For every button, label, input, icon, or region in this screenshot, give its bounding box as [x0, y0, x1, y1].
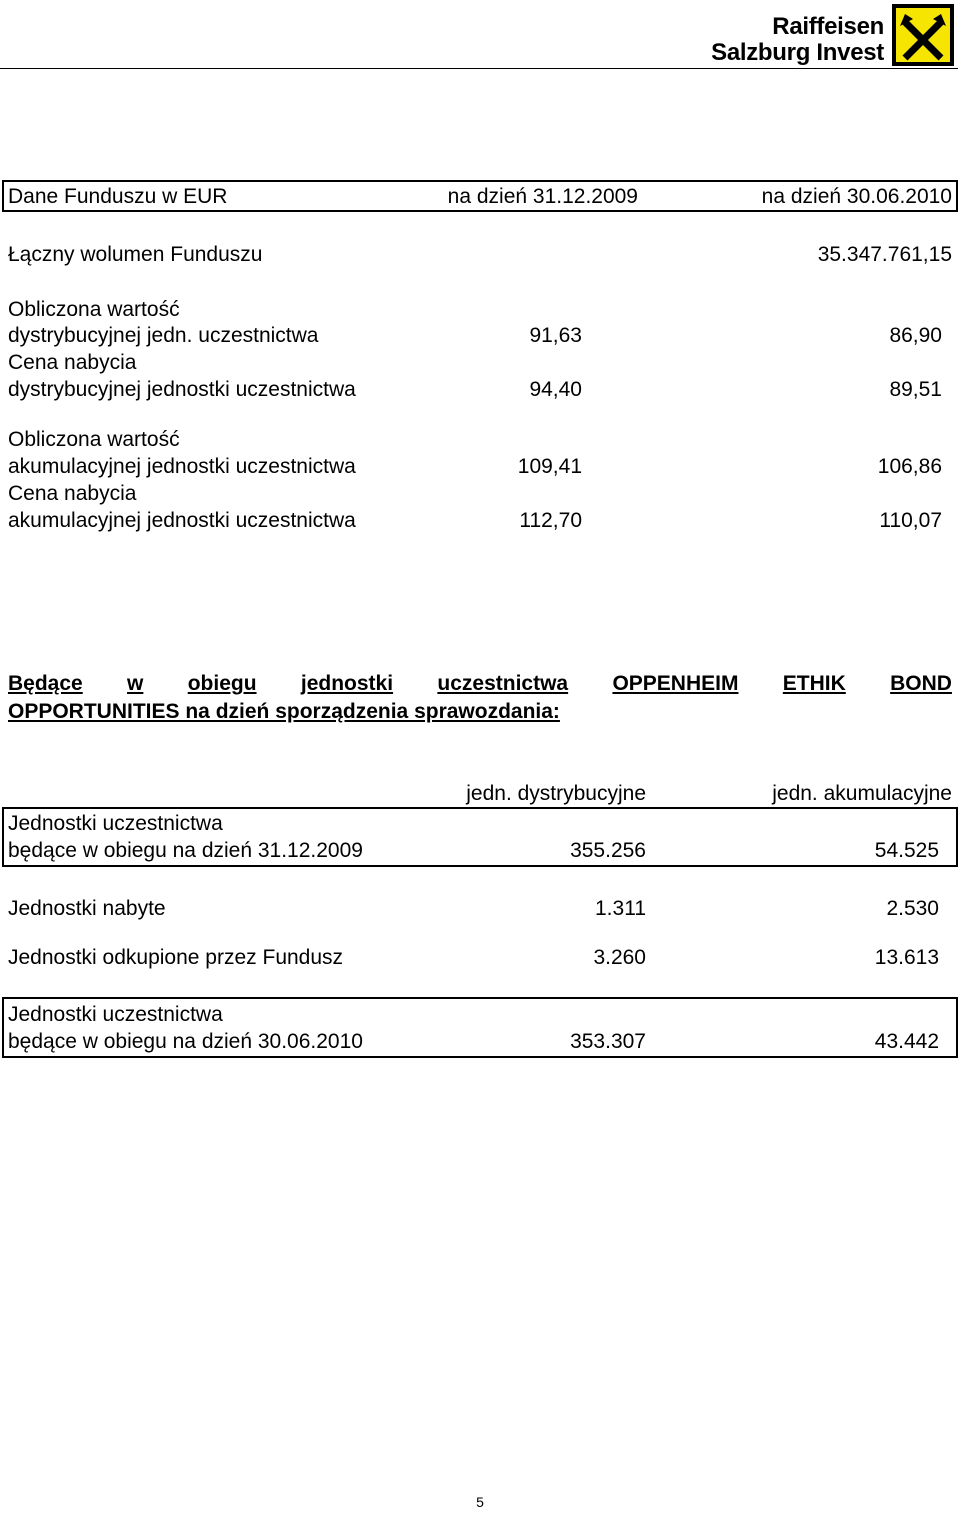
row-label-line2: akumulacyjnej jednostki uczestnictwa: [8, 509, 356, 532]
units-end-dist: 353.307: [570, 1030, 646, 1053]
logo-line-2: Salzburg Invest: [711, 39, 884, 66]
units-start-label-line1: Jednostki uczestnictwa: [8, 812, 223, 835]
row-value-2009: 91,63: [529, 324, 582, 347]
total-volume-value: 35.347.761,15: [817, 243, 952, 266]
heading-line-2: OPPORTUNITIES na dzień sporządzenia sprawozdania:: [8, 700, 560, 723]
total-volume-label: Łączny wolumen Funduszu: [8, 243, 263, 266]
row-value-2009: 112,70: [519, 509, 582, 532]
units-end-label-line2: będące w obiegu na dzień 30.06.2010: [8, 1030, 363, 1053]
units-end-acc: 43.442: [874, 1030, 939, 1053]
column-date-2: na dzień 30.06.2010: [761, 185, 952, 208]
units-redeemed-label: Jednostki odkupione przez Fundusz: [8, 946, 344, 969]
units-redeemed-dist: 3.260: [593, 946, 646, 969]
units-acquired-label: Jednostki nabyte: [8, 897, 166, 920]
header-rule: [0, 68, 958, 69]
row-label-line2: dystrybucyjnej jednostki uczestnictwa: [8, 378, 356, 401]
logo-line-1: Raiffeisen: [772, 13, 884, 40]
heading-word: jednostki: [300, 672, 394, 695]
row-label-line2: dystrybucyjnej jedn. uczestnictwa: [8, 324, 319, 347]
heading-word: OPPENHEIM: [612, 672, 739, 695]
units-end-label-line1: Jednostki uczestnictwa: [8, 1003, 223, 1026]
units-start-dist: 355.256: [570, 839, 646, 862]
column-accumulative: jedn. akumulacyjne: [772, 782, 952, 805]
row-label-line1: Obliczona wartość: [8, 428, 180, 451]
row-label-line2: akumulacyjnej jednostki uczestnictwa: [8, 455, 356, 478]
units-acquired-acc: 2.530: [886, 897, 939, 920]
units-heading: [8, 670, 952, 726]
heading-word: w: [127, 672, 144, 695]
units-acquired-dist: 1.311: [595, 897, 646, 920]
units-start-acc: 54.525: [874, 839, 939, 862]
page-number: 5: [476, 1494, 484, 1510]
row-value-2009: 109,41: [517, 455, 582, 478]
units-start-label-line2: będące w obiegu na dzień 31.12.2009: [8, 839, 363, 862]
row-value-2009: 94,40: [529, 378, 582, 401]
row-label-line1: Cena nabycia: [8, 482, 137, 505]
raiffeisen-gable-cross-icon: [892, 4, 954, 66]
heading-word: ETHIK: [782, 672, 846, 695]
row-value-2010: 89,51: [889, 378, 942, 401]
heading-word: obiegu: [187, 672, 257, 695]
row-value-2010: 110,07: [879, 509, 942, 532]
fund-table-title: Dane Funduszu w EUR: [8, 185, 228, 208]
column-date-1: na dzień 31.12.2009: [447, 185, 638, 208]
row-value-2010: 106,86: [877, 455, 942, 478]
row-value-2010: 86,90: [889, 324, 942, 347]
heading-word: BOND: [890, 672, 952, 695]
row-label-line1: Obliczona wartość: [8, 298, 180, 321]
heading-word: Będące: [8, 672, 83, 695]
heading-word: uczestnictwa: [437, 672, 569, 695]
column-distributive: jedn. dystrybucyjne: [466, 782, 646, 805]
row-label-line1: Cena nabycia: [8, 351, 137, 374]
units-redeemed-acc: 13.613: [874, 946, 939, 969]
